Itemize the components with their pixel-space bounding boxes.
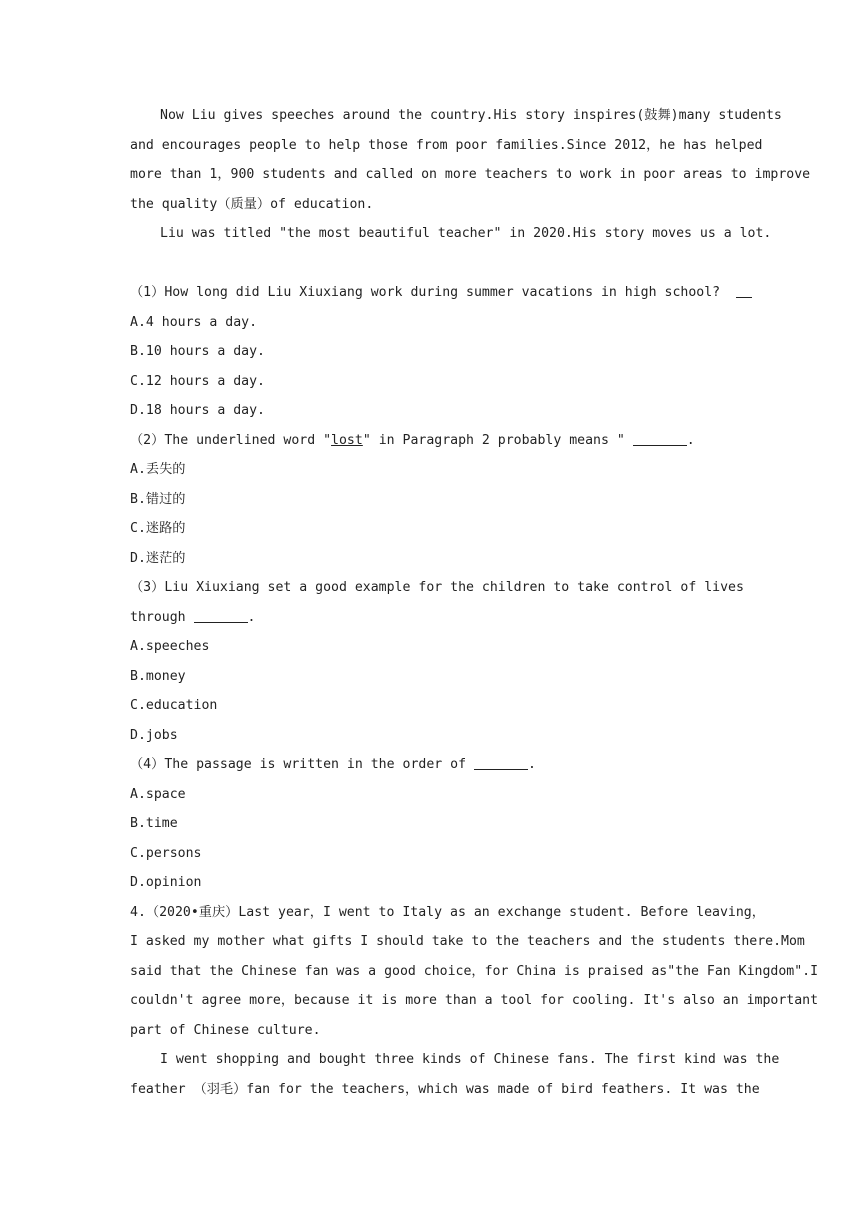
passage-line: said that the Chinese fan was a good choice，for China is praised as"the Fan Kingdom".I: [130, 963, 819, 979]
answer-blank: [474, 755, 528, 770]
passage-line: more than 1，900 students and called on more teachers to work in poor areas to improve: [130, 167, 811, 182]
option-q3-d: D.jobs: [130, 727, 178, 743]
question-3-stem: （3）Liu Xiuxiang set a good example for the children to take control of lives: [130, 580, 744, 595]
document-body: [130, 101, 819, 1104]
option-q2-d: D.迷茫的: [130, 550, 186, 566]
answer-blank: [194, 608, 248, 623]
answer-blank: [633, 431, 687, 446]
option-q2-a: A.丢失的: [130, 462, 186, 477]
passage-line: part of Chinese culture.: [130, 1022, 321, 1038]
option-q1-d: D.18 hours a day.: [130, 403, 265, 418]
passage-line: I asked my mother what gifts I should take to the teachers and the students there.Mom: [130, 934, 805, 949]
passage-line: the quality（质量）of education.: [130, 196, 374, 212]
option-q1-c: C.12 hours a day.: [130, 373, 265, 389]
option-q1-b: B.10 hours a day.: [130, 344, 265, 359]
option-q3-c: C.education: [130, 698, 218, 713]
option-q3-a: A.speeches: [130, 639, 210, 654]
option-q3-b: B.money: [130, 668, 186, 684]
option-q4-d: D.opinion: [130, 875, 202, 890]
question-2-stem: （2）The underlined word "lost" in Paragraph 2 probably means " .: [130, 432, 695, 448]
passage-line: 4.（2020•重庆）Last year，I went to Italy as an exchange student. Before leaving，: [130, 904, 765, 920]
question-4-stem: （4）The passage is written in the order of .: [130, 757, 536, 772]
passage-line: Now Liu gives speeches around the country.His story inspires(鼓舞)many students: [160, 108, 782, 123]
option-q2-c: C.迷路的: [130, 521, 186, 536]
passage-line: feather （羽毛）fan for the teachers，which was made of bird feathers. It was the: [130, 1081, 760, 1097]
passage-line: couldn't agree more，because it is more than a tool for cooling. It's also an important: [130, 993, 819, 1008]
option-q4-b: B.time: [130, 816, 178, 831]
option-q1-a: A.4 hours a day.: [130, 314, 258, 330]
option-q2-b: B.错过的: [130, 491, 186, 507]
passage-line: and encourages people to help those from poor families.Since 2012，he has helped: [130, 137, 763, 153]
option-q4-a: A.space: [130, 786, 186, 802]
option-q4-c: C.persons: [130, 845, 202, 861]
answer-blank: [736, 283, 752, 298]
spacer: [130, 249, 730, 279]
question-1-stem: （1）How long did Liu Xiuxiang work during summer vacations in high school?: [130, 278, 730, 308]
question-3-stem-cont: through .: [130, 609, 256, 625]
passage-line: I went shopping and bought three kinds of Chinese fans. The first kind was the: [160, 1052, 780, 1067]
underlined-word: lost: [331, 432, 363, 448]
passage-line: Liu was titled "the most beautiful teacher" in 2020.His story moves us a lot.: [160, 226, 772, 241]
